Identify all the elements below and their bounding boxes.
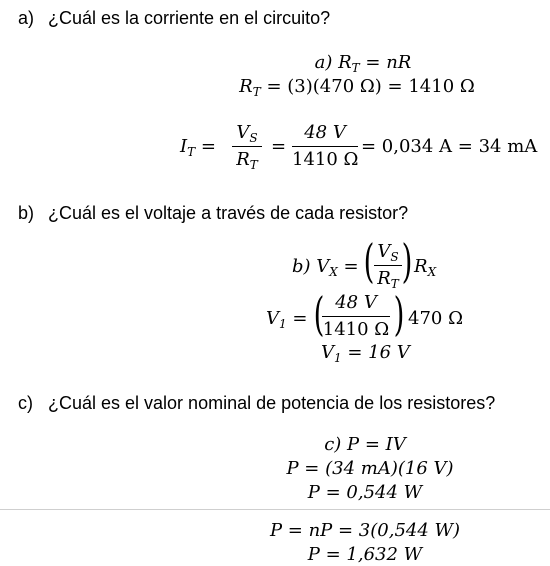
question-c [18, 393, 495, 414]
question-b-letter: b) [18, 203, 35, 223]
frac-1410: 1410 Ω [292, 149, 359, 170]
vx-sub: X [329, 265, 338, 279]
formula-rt-nr-rhs: = nR [359, 52, 412, 73]
formula-rt-value [82, 76, 550, 103]
formula-vx-lhs [292, 256, 359, 283]
question-a-letter: a) [18, 8, 35, 28]
question-c-text: ¿Cuál es el valor nominal de potencia de los resistores? [48, 393, 496, 413]
formula-it-eq2: = [271, 136, 287, 157]
frac-rt: R [236, 149, 250, 170]
v1-den: 1410 Ω [322, 319, 390, 340]
v1-num: 48 V [335, 292, 377, 313]
formula-v1-result [321, 342, 410, 369]
it-sub: T [187, 145, 196, 159]
formula-v1-lhs [266, 308, 307, 335]
v1-sub: 1 [279, 317, 287, 331]
formula-rt-value-rhs: = (3)(470 Ω) = 1410 Ω [260, 76, 475, 97]
vx-rx: R [414, 256, 428, 277]
fraction-v1 [322, 291, 390, 342]
formula-rt-nr-sub: T [351, 61, 360, 75]
fraction-48v-1410 [292, 121, 358, 172]
fraction-vs-rt-b [374, 240, 402, 291]
frac-rt-sub: T [249, 158, 258, 172]
formula-vx-rx [414, 256, 436, 283]
formula-p-result: P = 0,544 W [307, 482, 423, 503]
it-symbol: I [180, 136, 188, 157]
formula-rt-value-lhs: R [239, 76, 253, 97]
vx-frac-vs: V [377, 241, 391, 262]
question-a [18, 8, 330, 29]
paren-close-icon: ) [393, 287, 405, 341]
formula-v1-mult: 470 Ω [408, 308, 464, 329]
divider [0, 509, 550, 510]
frac-vs: V [236, 122, 250, 143]
fraction-bar [322, 316, 390, 317]
vx-pre: b) V [292, 256, 330, 277]
vx-rx-sub: X [427, 265, 437, 279]
v1-result-symbol: V [321, 342, 334, 363]
fraction-vs-rt [232, 121, 262, 172]
vx-eq: = [337, 256, 359, 277]
formula-rt-value-sub: T [252, 85, 261, 99]
vx-frac-rt-sub: T [390, 277, 399, 291]
frac-vs-sub: S [249, 131, 258, 145]
formula-rt-nr [88, 52, 550, 79]
fraction-bar [292, 146, 358, 147]
formula-p-total-result: P = 1,632 W [307, 544, 423, 565]
question-a-text: ¿Cuál es la corriente en el circuito? [48, 8, 331, 28]
formula-rt-nr-lhs: a) R [314, 52, 352, 73]
paren-open-icon: ( [363, 234, 375, 288]
question-b-text: ¿Cuál es el voltaje a través de cada resistor? [48, 203, 409, 223]
question-c-letter: c) [18, 393, 33, 413]
formula-p-total: P = nP = 3(0,544 W) [269, 520, 461, 541]
question-b [18, 203, 408, 224]
v1-result-sub: 1 [334, 351, 342, 365]
frac-48v: 48 V [304, 122, 346, 143]
fraction-bar [232, 146, 262, 147]
it-eq: = [200, 136, 216, 157]
v1-eq: = [292, 308, 308, 329]
formula-p-iv: c) P = IV [324, 434, 406, 455]
paren-open-icon: ( [313, 287, 325, 341]
fraction-bar [374, 265, 402, 266]
v1-symbol: V [266, 308, 279, 329]
v1-result-value: = 16 V [341, 342, 410, 363]
formula-p-calc: P = (34 mA)(16 V) [286, 458, 454, 479]
formula-it-lhs [180, 136, 216, 163]
vx-frac-vs-sub: S [390, 250, 399, 264]
formula-it-result: = 0,034 A = 34 mA [361, 136, 538, 157]
vx-frac-rt: R [377, 268, 391, 289]
paren-close-icon: ) [401, 234, 413, 288]
